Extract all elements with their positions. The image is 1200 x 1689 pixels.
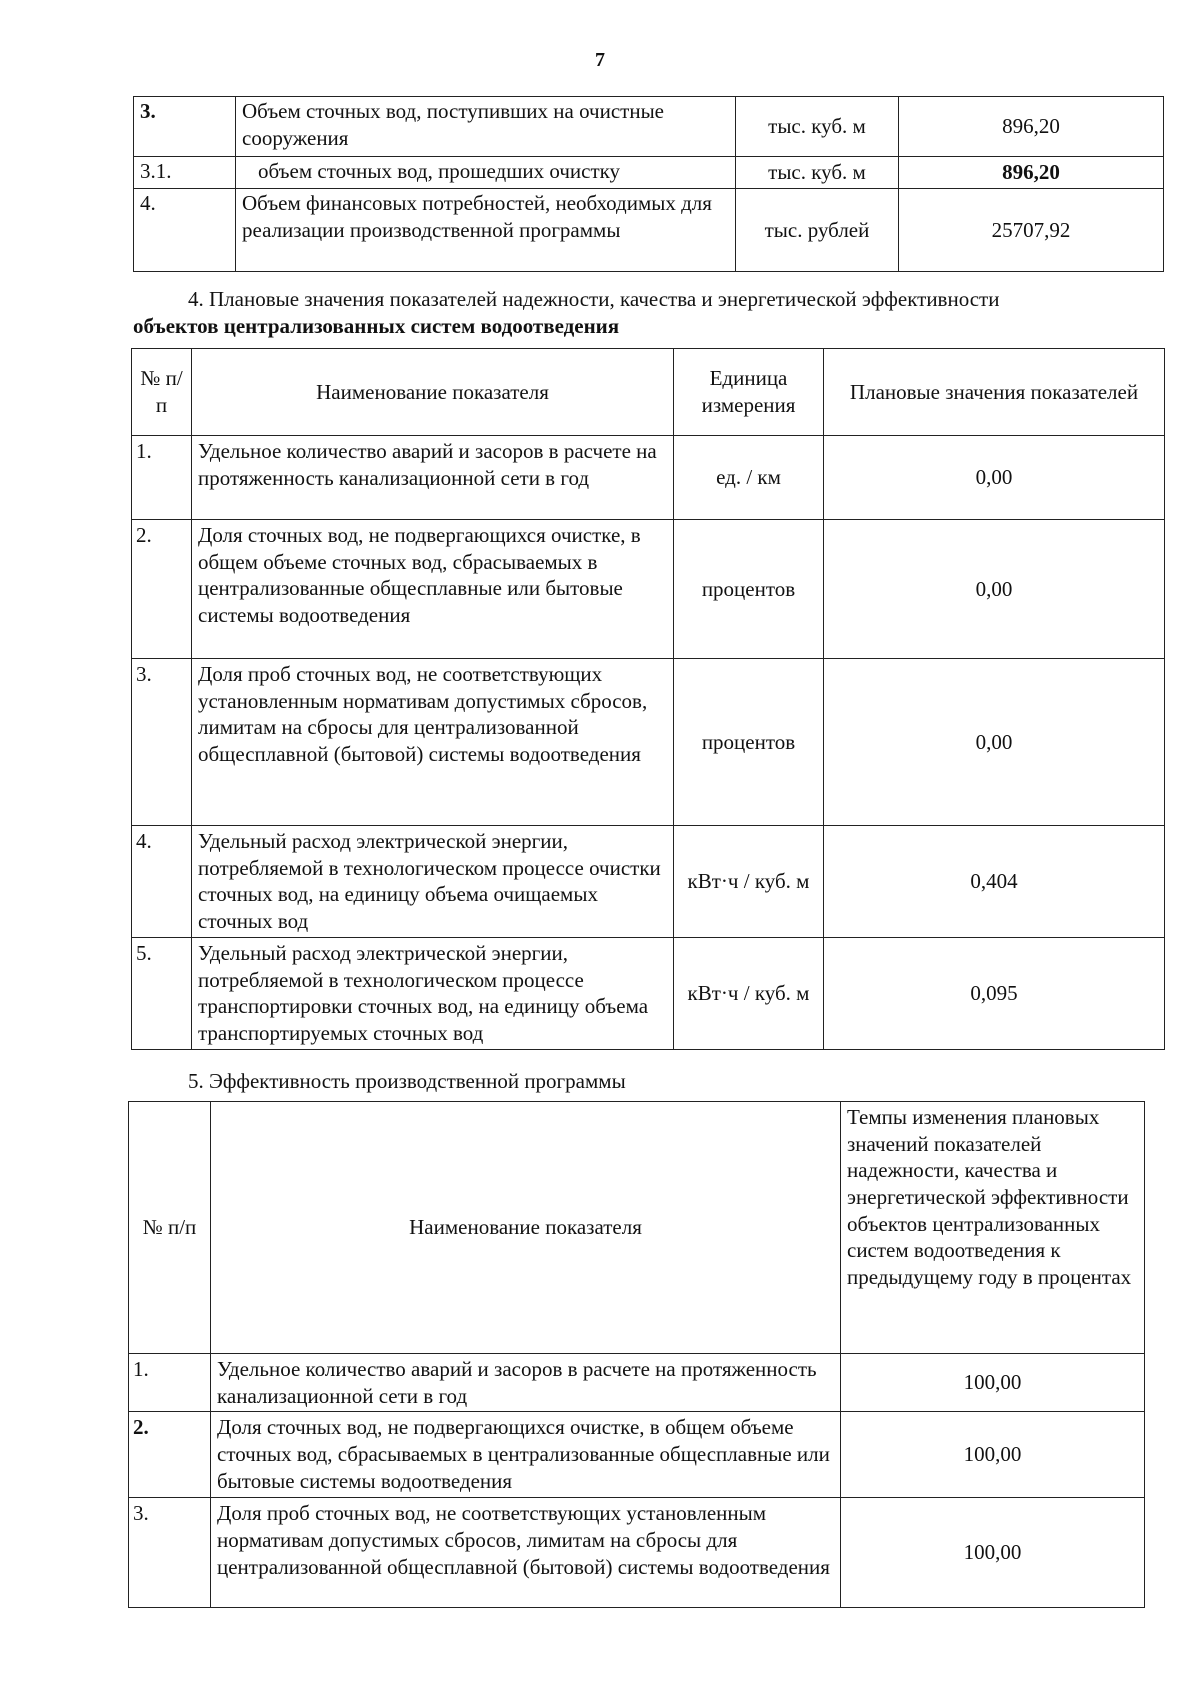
unit: кВт·ч / куб. м <box>674 938 824 1050</box>
value: 896,20 <box>899 157 1164 189</box>
unit: ед. / км <box>674 436 824 520</box>
table-row <box>132 520 1165 659</box>
value: 25707,92 <box>899 189 1164 272</box>
table-row <box>129 1498 1145 1608</box>
indicator-name: Доля сточных вод, не подвергающихся очистке, в общем объеме сточных вод, сбрасываемых в централизованные общесплавные или бытовые системы водоотведения <box>211 1412 841 1498</box>
row-number: 4. <box>134 189 236 272</box>
unit: тыс. куб. м <box>736 97 899 157</box>
unit: кВт·ч / куб. м <box>674 826 824 938</box>
table-row <box>132 938 1165 1050</box>
indicator-name: Объем сточных вод, поступивших на очистные сооружения <box>236 97 736 157</box>
row-number: 3. <box>129 1498 211 1608</box>
row-number: 2. <box>129 1412 211 1498</box>
table-row <box>132 659 1165 826</box>
row-number: 4. <box>132 826 192 938</box>
unit: тыс. рублей <box>736 189 899 272</box>
section-5-heading: 5. Эффективность производственной программы <box>188 1069 626 1093</box>
indicator-name: Объем финансовых потребностей, необходимых для реализации производственной программы <box>236 189 736 272</box>
indicator-name: Удельный расход электрической энергии, потребляемой в технологическом процессе очистки сточных вод, на единицу объема очищаемых сточных вод <box>192 826 674 938</box>
unit: процентов <box>674 520 824 659</box>
table-row <box>134 97 1164 157</box>
table-row <box>129 1354 1145 1412</box>
value: 0,00 <box>824 520 1165 659</box>
unit: процентов <box>674 659 824 826</box>
header-unit: Единица измерения <box>674 349 824 436</box>
header-value: Темпы изменения плановых значений показателей надежности, качества и энергетической эффективности объектов централизованных систем водоотведения к предыдущему году в процентах <box>841 1102 1145 1354</box>
indicator-name: Доля сточных вод, не подвергающихся очистке, в общем объеме сточных вод, сбрасываемых в централизованные общесплавные или бытовые системы водоотведения <box>192 520 674 659</box>
header-name: Наименование показателя <box>211 1102 841 1354</box>
row-number: 3.1. <box>134 157 236 189</box>
indicator-name: Доля проб сточных вод, не соответствующих установленным нормативам допустимых сбросов, лимитам на сбросы для централизованной общесплавной (бытовой) системы водоотведения <box>211 1498 841 1608</box>
value: 100,00 <box>841 1412 1145 1498</box>
table-row <box>132 826 1165 938</box>
table-row <box>134 157 1164 189</box>
header-name: Наименование показателя <box>192 349 674 436</box>
unit: тыс. куб. м <box>736 157 899 189</box>
table-header-row <box>129 1102 1145 1354</box>
table-row <box>129 1412 1145 1498</box>
value: 0,00 <box>824 659 1165 826</box>
row-number: 3. <box>134 97 236 157</box>
table-row <box>134 189 1164 272</box>
value: 0,404 <box>824 826 1165 938</box>
value: 100,00 <box>841 1498 1145 1608</box>
indicator-name: Доля проб сточных вод, не соответствующих установленным нормативам допустимых сбросов, лимитам на сбросы для централизованной общесплавной (бытовой) системы водоотведения <box>192 659 674 826</box>
row-number: 2. <box>132 520 192 659</box>
planned-indicators-table <box>131 348 1165 1050</box>
indicator-name: Удельное количество аварий и засоров в расчете на протяженность канализационной сети в год <box>211 1354 841 1412</box>
row-number: 1. <box>132 436 192 520</box>
table-header-row <box>132 349 1165 436</box>
page-number: 7 <box>595 49 605 71</box>
value: 896,20 <box>899 97 1164 157</box>
header-number: № п/п <box>132 349 192 436</box>
header-number: № п/п <box>129 1102 211 1354</box>
row-number: 1. <box>129 1354 211 1412</box>
header-value: Плановые значения показателей <box>824 349 1165 436</box>
indicator-name: Удельное количество аварий и засоров в расчете на протяженность канализационной сети в год <box>192 436 674 520</box>
value: 100,00 <box>841 1354 1145 1412</box>
value: 0,095 <box>824 938 1165 1050</box>
row-number: 3. <box>132 659 192 826</box>
program-efficiency-table <box>128 1101 1145 1608</box>
value: 0,00 <box>824 436 1165 520</box>
section-4-heading: 4. Плановые значения показателей надежности, качества и энергетической эффективности объектов централизованных систем водоотведения <box>133 287 1000 338</box>
row-number: 5. <box>132 938 192 1050</box>
indicator-name: Удельный расход электрической энергии, потребляемой в технологическом процессе транспортировки сточных вод, на единицу объема транспортируемых сточных вод <box>192 938 674 1050</box>
table-row <box>132 436 1165 520</box>
production-volumes-table <box>133 96 1164 272</box>
indicator-name: объем сточных вод, прошедших очистку <box>236 157 736 189</box>
